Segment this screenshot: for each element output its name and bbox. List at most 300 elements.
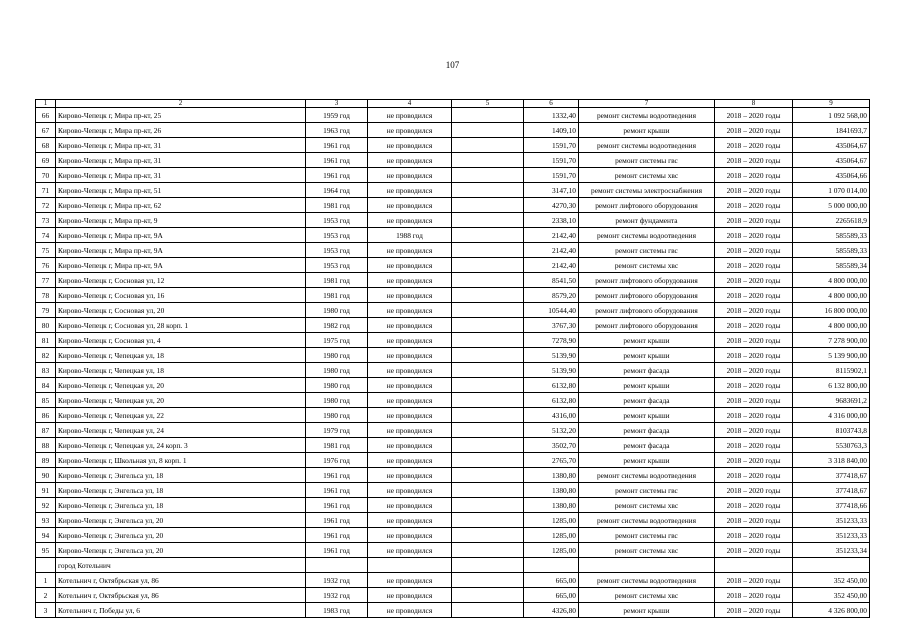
- table-row: [36, 348, 870, 363]
- cell-last-repair-year: не проводился: [368, 213, 452, 228]
- cell-row-number: 71: [36, 183, 56, 198]
- table-row: [36, 198, 870, 213]
- cell-year-built: 1981 год: [306, 438, 368, 453]
- cell-year-built: 1932 год: [306, 588, 368, 603]
- cell-period: 2018 – 2020 годы: [715, 108, 793, 123]
- cell-year-built: 1981 год: [306, 273, 368, 288]
- cell-column-5: [452, 453, 524, 468]
- table-row: [36, 288, 870, 303]
- cell-period: 2018 – 2020 годы: [715, 363, 793, 378]
- cell-address: Кирово-Чепецк г, Мира пр-кт, 51: [56, 183, 306, 198]
- cell-work-type: ремонт системы водоотведения: [579, 138, 715, 153]
- cell-row-number: 78: [36, 288, 56, 303]
- table-row: [36, 558, 870, 573]
- table-row: [36, 408, 870, 423]
- table-row: [36, 183, 870, 198]
- cell-row-number: 67: [36, 123, 56, 138]
- cell-address: Кирово-Чепецк г, Энгельса ул, 20: [56, 528, 306, 543]
- cell-address: Кирово-Чепецк г, Чепецкая ул, 22: [56, 408, 306, 423]
- cell-cost: 5530763,3: [793, 438, 870, 453]
- cell-work-type: ремонт фундамента: [579, 213, 715, 228]
- cell-year-built: 1980 год: [306, 348, 368, 363]
- cell-address: Кирово-Чепецк г, Мира пр-кт, 9А: [56, 243, 306, 258]
- cell-area: 1591,70: [524, 138, 579, 153]
- cell-work-type: ремонт лифтового оборудования: [579, 273, 715, 288]
- cell-cost: 352 450,00: [793, 573, 870, 588]
- cell-last-repair-year: не проводился: [368, 333, 452, 348]
- cell-address: Кирово-Чепецк г, Сосновая ул, 28 корп. 1: [56, 318, 306, 333]
- cell-last-repair-year: не проводился: [368, 363, 452, 378]
- cell-row-number: 91: [36, 483, 56, 498]
- cell-last-repair-year: не проводился: [368, 108, 452, 123]
- cell-area: 1591,70: [524, 153, 579, 168]
- cell-last-repair-year: не проводился: [368, 153, 452, 168]
- cell-work-type: ремонт фасада: [579, 438, 715, 453]
- cell-address: Кирово-Чепецк г, Чепецкая ул, 24 корп. 3: [56, 438, 306, 453]
- table-row: [36, 213, 870, 228]
- cell-period: 2018 – 2020 годы: [715, 273, 793, 288]
- table-row: [36, 528, 870, 543]
- cell-address: Кирово-Чепецк г, Мира пр-кт, 26: [56, 123, 306, 138]
- cell-column-5: [452, 408, 524, 423]
- cell-work-type: ремонт системы гвс: [579, 528, 715, 543]
- cell-row-number: 66: [36, 108, 56, 123]
- cell-address: Кирово-Чепецк г, Энгельса ул, 20: [56, 513, 306, 528]
- cell-column-5: [452, 483, 524, 498]
- cell-work-type: ремонт системы водоотведения: [579, 513, 715, 528]
- cell-last-repair-year: не проводился: [368, 513, 452, 528]
- cell-period: 2018 – 2020 годы: [715, 573, 793, 588]
- cell-cost: 585589,33: [793, 243, 870, 258]
- cell-column-5: [452, 573, 524, 588]
- cell-last-repair-year: не проводился: [368, 423, 452, 438]
- cell-last-repair-year: 1988 год: [368, 228, 452, 243]
- cell-work-type: ремонт крыши: [579, 333, 715, 348]
- table-row: [36, 333, 870, 348]
- cell-column-5: [452, 273, 524, 288]
- cell-cost: 4 800 000,00: [793, 288, 870, 303]
- cell-address: Кирово-Чепецк г, Энгельса ул, 18: [56, 468, 306, 483]
- table-row: [36, 363, 870, 378]
- table-row: [36, 108, 870, 123]
- cell-area: 1285,00: [524, 528, 579, 543]
- cell-cost: 351233,33: [793, 528, 870, 543]
- cell-cost: 2265618,9: [793, 213, 870, 228]
- cell-last-repair-year: не проводился: [368, 243, 452, 258]
- cell-last-repair-year: не проводился: [368, 378, 452, 393]
- cell-period: 2018 – 2020 годы: [715, 138, 793, 153]
- cell-row-number: 82: [36, 348, 56, 363]
- cell-period: 2018 – 2020 годы: [715, 333, 793, 348]
- cell-cost: 377418,67: [793, 468, 870, 483]
- cell-work-type: ремонт крыши: [579, 603, 715, 618]
- cell-work-type: ремонт крыши: [579, 348, 715, 363]
- cell-address: город Котельнич: [56, 558, 306, 573]
- cell-area: 4270,30: [524, 198, 579, 213]
- cell-address: Кирово-Чепецк г, Мира пр-кт, 25: [56, 108, 306, 123]
- column-number-2: 2: [56, 100, 306, 108]
- cell-period: 2018 – 2020 годы: [715, 408, 793, 423]
- table-row: [36, 318, 870, 333]
- cell-work-type: ремонт системы водоотведения: [579, 228, 715, 243]
- cell-cost: 6 132 800,00: [793, 378, 870, 393]
- cell-last-repair-year: не проводился: [368, 528, 452, 543]
- table-header-row: [36, 100, 870, 108]
- cell-period: [715, 558, 793, 573]
- cell-work-type: ремонт системы водоотведения: [579, 573, 715, 588]
- cell-address: Котельнич г, Октябрьская ул, 86: [56, 573, 306, 588]
- cell-cost: 4 800 000,00: [793, 273, 870, 288]
- cell-period: 2018 – 2020 годы: [715, 453, 793, 468]
- cell-row-number: 95: [36, 543, 56, 558]
- cell-year-built: 1961 год: [306, 483, 368, 498]
- cell-year-built: 1961 год: [306, 498, 368, 513]
- column-number-9: 9: [793, 100, 870, 108]
- cell-cost: 435064,67: [793, 153, 870, 168]
- cell-cost: 377418,67: [793, 483, 870, 498]
- cell-row-number: 76: [36, 258, 56, 273]
- cell-year-built: 1981 год: [306, 288, 368, 303]
- table-row: [36, 243, 870, 258]
- cell-column-5: [452, 213, 524, 228]
- cell-address: Кирово-Чепецк г, Школьная ул, 8 корп. 1: [56, 453, 306, 468]
- table-row: [36, 123, 870, 138]
- cell-last-repair-year: не проводился: [368, 543, 452, 558]
- cell-last-repair-year: не проводился: [368, 273, 452, 288]
- cell-row-number: 89: [36, 453, 56, 468]
- table-row: [36, 273, 870, 288]
- cell-row-number: 68: [36, 138, 56, 153]
- table-row: [36, 573, 870, 588]
- cell-year-built: 1961 год: [306, 513, 368, 528]
- cell-work-type: ремонт системы гвс: [579, 243, 715, 258]
- column-number-5: 5: [452, 100, 524, 108]
- cell-column-5: [452, 183, 524, 198]
- cell-year-built: 1980 год: [306, 393, 368, 408]
- cell-work-type: ремонт крыши: [579, 378, 715, 393]
- cell-column-5: [452, 198, 524, 213]
- cell-row-number: 73: [36, 213, 56, 228]
- cell-address: Кирово-Чепецк г, Чепецкая ул, 20: [56, 393, 306, 408]
- cell-area: 2142,40: [524, 258, 579, 273]
- cell-column-5: [452, 498, 524, 513]
- cell-cost: 352 450,00: [793, 588, 870, 603]
- cell-cost: 4 800 000,00: [793, 318, 870, 333]
- cell-area: 10544,40: [524, 303, 579, 318]
- cell-row-number: 86: [36, 408, 56, 423]
- cell-cost: 8103743,8: [793, 423, 870, 438]
- cell-period: 2018 – 2020 годы: [715, 348, 793, 363]
- cell-column-5: [452, 318, 524, 333]
- cell-row-number: 80: [36, 318, 56, 333]
- table-row: [36, 423, 870, 438]
- cell-cost: 1 092 568,00: [793, 108, 870, 123]
- cell-period: 2018 – 2020 годы: [715, 378, 793, 393]
- cell-work-type: ремонт лифтового оборудования: [579, 288, 715, 303]
- cell-work-type: ремонт системы хвс: [579, 168, 715, 183]
- cell-address: Котельнич г, Победы ул, 6: [56, 603, 306, 618]
- table-row: [36, 588, 870, 603]
- cell-cost: 351233,34: [793, 543, 870, 558]
- cell-row-number: 93: [36, 513, 56, 528]
- table-row: [36, 438, 870, 453]
- cell-address: Кирово-Чепецк г, Энгельса ул, 18: [56, 498, 306, 513]
- cell-period: 2018 – 2020 годы: [715, 543, 793, 558]
- cell-area: 1409,10: [524, 123, 579, 138]
- cell-period: 2018 – 2020 годы: [715, 288, 793, 303]
- cell-row-number: 3: [36, 603, 56, 618]
- cell-row-number: 70: [36, 168, 56, 183]
- cell-year-built: 1980 год: [306, 408, 368, 423]
- cell-column-5: [452, 378, 524, 393]
- cell-last-repair-year: не проводился: [368, 603, 452, 618]
- cell-address: Кирово-Чепецк г, Сосновая ул, 4: [56, 333, 306, 348]
- cell-year-built: 1982 год: [306, 318, 368, 333]
- cell-area: 3147,10: [524, 183, 579, 198]
- cell-area: 1285,00: [524, 543, 579, 558]
- cell-last-repair-year: не проводился: [368, 393, 452, 408]
- cell-period: 2018 – 2020 годы: [715, 468, 793, 483]
- cell-last-repair-year: не проводился: [368, 468, 452, 483]
- cell-year-built: 1953 год: [306, 258, 368, 273]
- cell-row-number: 84: [36, 378, 56, 393]
- cell-work-type: ремонт системы хвс: [579, 498, 715, 513]
- cell-area: 4326,80: [524, 603, 579, 618]
- cell-cost: 435064,66: [793, 168, 870, 183]
- cell-cost: 377418,66: [793, 498, 870, 513]
- cell-row-number: 85: [36, 393, 56, 408]
- table-row: [36, 543, 870, 558]
- cell-year-built: 1964 год: [306, 183, 368, 198]
- cell-last-repair-year: не проводился: [368, 483, 452, 498]
- cell-column-5: [452, 108, 524, 123]
- cell-column-5: [452, 423, 524, 438]
- cell-address: Кирово-Чепецк г, Чепецкая ул, 18: [56, 363, 306, 378]
- cell-year-built: 1961 год: [306, 153, 368, 168]
- cell-column-5: [452, 558, 524, 573]
- cell-period: 2018 – 2020 годы: [715, 438, 793, 453]
- cell-last-repair-year: не проводился: [368, 168, 452, 183]
- cell-address: Кирово-Чепецк г, Энгельса ул, 18: [56, 483, 306, 498]
- cell-row-number: 94: [36, 528, 56, 543]
- cell-cost: 5 000 000,00: [793, 198, 870, 213]
- cell-column-5: [452, 603, 524, 618]
- cell-area: 1285,00: [524, 513, 579, 528]
- cell-area: 2338,10: [524, 213, 579, 228]
- cell-column-5: [452, 333, 524, 348]
- cell-period: 2018 – 2020 годы: [715, 483, 793, 498]
- cell-year-built: 1963 год: [306, 123, 368, 138]
- cell-period: 2018 – 2020 годы: [715, 183, 793, 198]
- cell-row-number: 87: [36, 423, 56, 438]
- cell-row-number: 1: [36, 573, 56, 588]
- table-row: [36, 498, 870, 513]
- cell-last-repair-year: не проводился: [368, 453, 452, 468]
- cell-row-number: 74: [36, 228, 56, 243]
- cell-period: 2018 – 2020 годы: [715, 318, 793, 333]
- cell-address: Кирово-Чепецк г, Мира пр-кт, 9: [56, 213, 306, 228]
- cell-last-repair-year: не проводился: [368, 198, 452, 213]
- cell-year-built: 1976 год: [306, 453, 368, 468]
- cell-period: 2018 – 2020 годы: [715, 198, 793, 213]
- cell-column-5: [452, 363, 524, 378]
- cell-address: Кирово-Чепецк г, Чепецкая ул, 24: [56, 423, 306, 438]
- table-row: [36, 393, 870, 408]
- cell-last-repair-year: не проводился: [368, 258, 452, 273]
- cell-work-type: ремонт системы хвс: [579, 258, 715, 273]
- cell-last-repair-year: [368, 558, 452, 573]
- cell-year-built: 1959 год: [306, 108, 368, 123]
- cell-work-type: ремонт фасада: [579, 423, 715, 438]
- cell-column-5: [452, 348, 524, 363]
- cell-last-repair-year: не проводился: [368, 498, 452, 513]
- column-number-3: 3: [306, 100, 368, 108]
- cell-column-5: [452, 528, 524, 543]
- table-row: [36, 153, 870, 168]
- cell-work-type: [579, 558, 715, 573]
- cell-cost: [793, 558, 870, 573]
- cell-last-repair-year: не проводился: [368, 138, 452, 153]
- cell-column-5: [452, 513, 524, 528]
- cell-work-type: ремонт лифтового оборудования: [579, 198, 715, 213]
- cell-area: 2142,40: [524, 228, 579, 243]
- cell-work-type: ремонт системы водоотведения: [579, 108, 715, 123]
- cell-cost: 8115902,1: [793, 363, 870, 378]
- cell-column-5: [452, 438, 524, 453]
- cell-year-built: 1953 год: [306, 228, 368, 243]
- table-row: [36, 168, 870, 183]
- cell-work-type: ремонт крыши: [579, 408, 715, 423]
- cell-last-repair-year: не проводился: [368, 408, 452, 423]
- cell-column-5: [452, 303, 524, 318]
- cell-column-5: [452, 168, 524, 183]
- cell-year-built: 1953 год: [306, 213, 368, 228]
- cell-area: 7278,90: [524, 333, 579, 348]
- cell-area: 6132,80: [524, 393, 579, 408]
- cell-work-type: ремонт системы хвс: [579, 543, 715, 558]
- column-number-8: 8: [715, 100, 793, 108]
- cell-row-number: [36, 558, 56, 573]
- cell-area: [524, 558, 579, 573]
- column-number-7: 7: [579, 100, 715, 108]
- column-number-1: 1: [36, 100, 56, 108]
- cell-last-repair-year: не проводился: [368, 573, 452, 588]
- cell-area: 5139,90: [524, 348, 579, 363]
- cell-cost: 5 139 900,00: [793, 348, 870, 363]
- cell-period: 2018 – 2020 годы: [715, 153, 793, 168]
- cell-period: 2018 – 2020 годы: [715, 423, 793, 438]
- cell-area: 2142,40: [524, 243, 579, 258]
- cell-year-built: 1953 год: [306, 243, 368, 258]
- table-row: [36, 513, 870, 528]
- cell-row-number: 90: [36, 468, 56, 483]
- table-row: [36, 468, 870, 483]
- cell-cost: 9683691,2: [793, 393, 870, 408]
- cell-area: 3767,30: [524, 318, 579, 333]
- cell-last-repair-year: не проводился: [368, 438, 452, 453]
- cell-row-number: 72: [36, 198, 56, 213]
- cell-cost: 7 278 900,00: [793, 333, 870, 348]
- cell-period: 2018 – 2020 годы: [715, 603, 793, 618]
- cell-address: Кирово-Чепецк г, Мира пр-кт, 9А: [56, 258, 306, 273]
- cell-column-5: [452, 543, 524, 558]
- cell-column-5: [452, 288, 524, 303]
- cell-period: 2018 – 2020 годы: [715, 588, 793, 603]
- cell-year-built: 1975 год: [306, 333, 368, 348]
- cell-column-5: [452, 153, 524, 168]
- cell-year-built: 1932 год: [306, 573, 368, 588]
- table-row: [36, 483, 870, 498]
- cell-address: Кирово-Чепецк г, Мира пр-кт, 31: [56, 153, 306, 168]
- cell-cost: 351233,33: [793, 513, 870, 528]
- cell-area: 1591,70: [524, 168, 579, 183]
- cell-year-built: 1981 год: [306, 198, 368, 213]
- cell-address: Котельнич г, Октябрьская ул, 86: [56, 588, 306, 603]
- cell-work-type: ремонт фасада: [579, 393, 715, 408]
- cell-area: 4316,00: [524, 408, 579, 423]
- cell-work-type: ремонт фасада: [579, 363, 715, 378]
- cell-area: 6132,80: [524, 378, 579, 393]
- cell-column-5: [452, 258, 524, 273]
- cell-area: 8541,50: [524, 273, 579, 288]
- cell-period: 2018 – 2020 годы: [715, 168, 793, 183]
- cell-year-built: 1979 год: [306, 423, 368, 438]
- cell-work-type: ремонт системы электроснабжения: [579, 183, 715, 198]
- cell-work-type: ремонт системы водоотведения: [579, 468, 715, 483]
- cell-address: Кирово-Чепецк г, Сосновая ул, 12: [56, 273, 306, 288]
- cell-year-built: 1961 год: [306, 543, 368, 558]
- cell-last-repair-year: не проводился: [368, 318, 452, 333]
- cell-period: 2018 – 2020 годы: [715, 213, 793, 228]
- cell-cost: 585589,34: [793, 258, 870, 273]
- cell-work-type: ремонт лифтового оборудования: [579, 318, 715, 333]
- cell-work-type: ремонт системы хвс: [579, 588, 715, 603]
- cell-row-number: 92: [36, 498, 56, 513]
- cell-cost: 4 326 800,00: [793, 603, 870, 618]
- cell-cost: 3 318 840,00: [793, 453, 870, 468]
- cell-last-repair-year: не проводился: [368, 288, 452, 303]
- cell-period: 2018 – 2020 годы: [715, 393, 793, 408]
- cell-row-number: 88: [36, 438, 56, 453]
- cell-last-repair-year: не проводился: [368, 123, 452, 138]
- table-row: [36, 303, 870, 318]
- column-number-4: 4: [368, 100, 452, 108]
- cell-year-built: 1961 год: [306, 168, 368, 183]
- cell-column-5: [452, 228, 524, 243]
- cell-year-built: [306, 558, 368, 573]
- cell-row-number: 77: [36, 273, 56, 288]
- cell-last-repair-year: не проводился: [368, 183, 452, 198]
- cell-address: Кирово-Чепецк г, Мира пр-кт, 31: [56, 138, 306, 153]
- cell-year-built: 1980 год: [306, 363, 368, 378]
- cell-column-5: [452, 123, 524, 138]
- cell-area: 3502,70: [524, 438, 579, 453]
- cell-year-built: 1961 год: [306, 468, 368, 483]
- cell-address: Кирово-Чепецк г, Мира пр-кт, 31: [56, 168, 306, 183]
- cell-last-repair-year: не проводился: [368, 588, 452, 603]
- capital-repair-table: [35, 99, 870, 618]
- cell-column-5: [452, 243, 524, 258]
- cell-work-type: ремонт лифтового оборудования: [579, 303, 715, 318]
- cell-area: 5139,90: [524, 363, 579, 378]
- table-row: [36, 228, 870, 243]
- cell-address: Кирово-Чепецк г, Чепецкая ул, 18: [56, 348, 306, 363]
- cell-year-built: 1980 год: [306, 303, 368, 318]
- cell-period: 2018 – 2020 годы: [715, 228, 793, 243]
- cell-area: 665,00: [524, 588, 579, 603]
- table-row: [36, 378, 870, 393]
- cell-row-number: 2: [36, 588, 56, 603]
